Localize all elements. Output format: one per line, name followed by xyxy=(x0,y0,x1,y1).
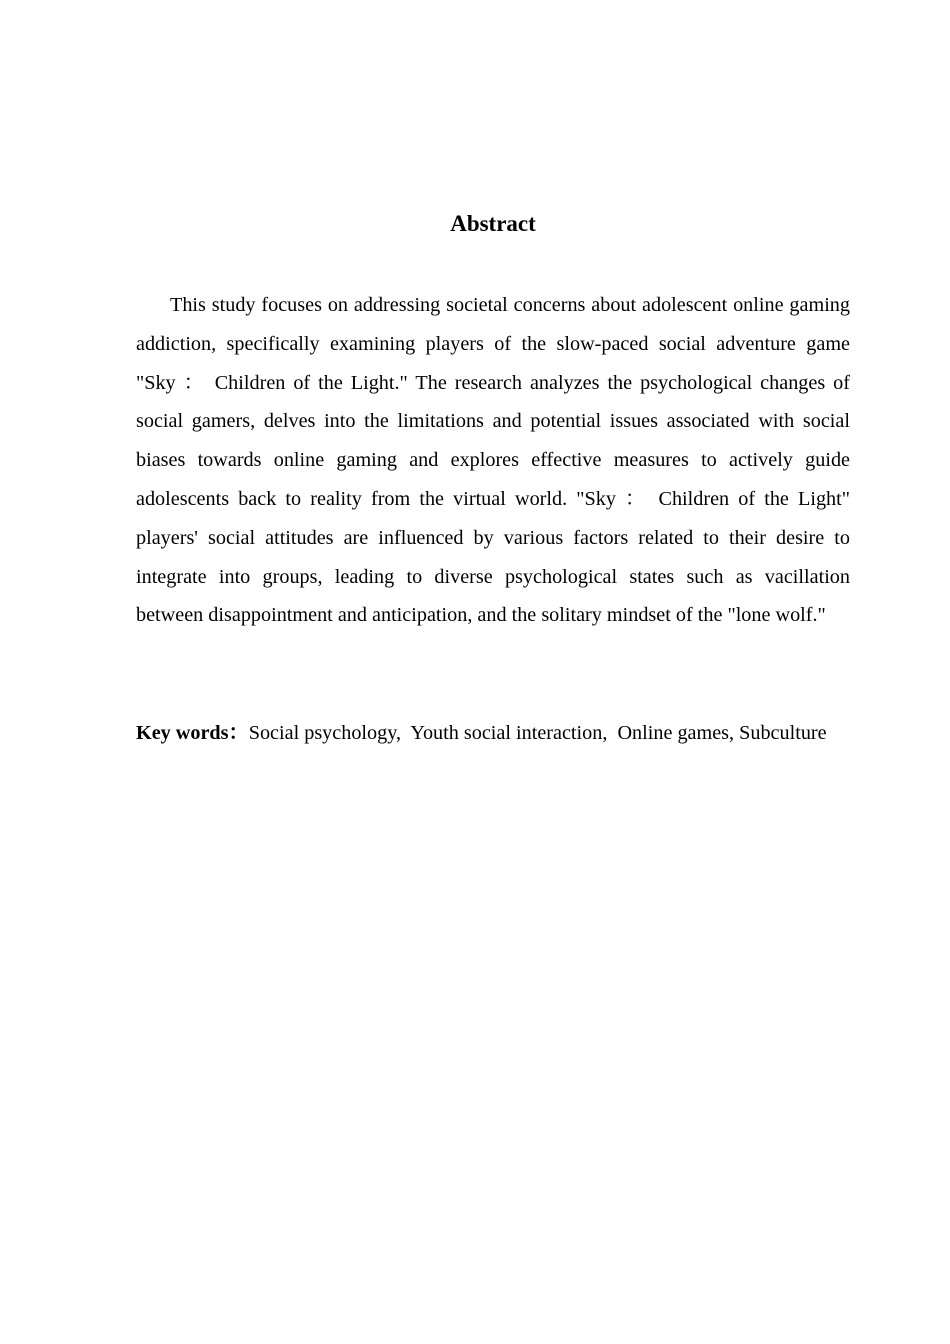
abstract-title: Abstract xyxy=(450,211,536,236)
keywords-label: Key words： xyxy=(136,722,249,744)
abstract-paragraph: This study focuses on addressing societal concerns about adolescent online gaming addiction, specifically examining players of the slow-paced social adventure game "Sky ： Children of the Light." The research analyzes the psychological changes of social gamers, delves into the limitations and potential issues associated with social biases towards online gaming and explores effective measures to actively guide adolescents back to reality from the virtual world. "Sky ： Children of the Light" players' social attitudes are influenced by various factors related to their desire to integrate into groups, leading to diverse psychological states such as vacillation between disappointment and anticipation, and the solitary mindset of the "lone wolf." xyxy=(136,294,850,627)
keywords-line xyxy=(136,714,850,753)
keywords-text: Social psychology, Youth social interaction, Online games, Subculture xyxy=(248,722,827,744)
